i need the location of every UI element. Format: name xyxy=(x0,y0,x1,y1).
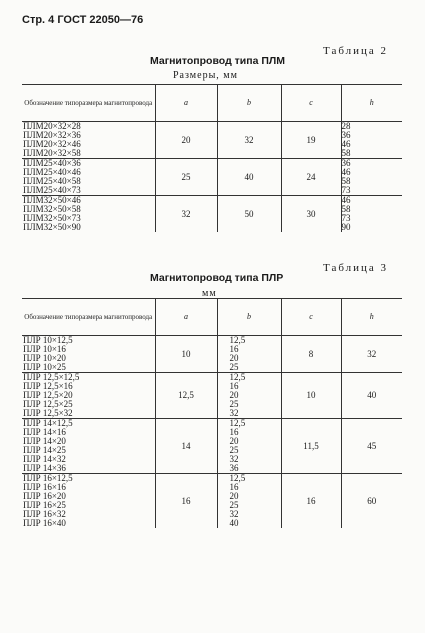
value-h: 28 xyxy=(341,121,351,131)
designation: ПЛР 10×25 xyxy=(23,362,66,372)
designation: ПЛМ25×40×36 xyxy=(23,158,81,168)
designation: ПЛР 14×25 xyxy=(23,445,66,455)
value-h: 46 xyxy=(341,195,351,205)
designation: ПЛР 14×32 xyxy=(23,454,66,464)
value-h: 36 xyxy=(341,130,351,140)
table2-row xyxy=(22,122,402,159)
designation: ПЛР 14×16 xyxy=(23,427,66,437)
value-a: 20 xyxy=(155,122,217,159)
value-a: 14 xyxy=(155,419,217,474)
table2-header-h: h xyxy=(341,85,402,122)
table3-header-designation: Обозначение типоразмера магнитопровода xyxy=(22,299,155,336)
designation: ПЛМ20×32×28 xyxy=(23,121,81,131)
designation: ПЛМ32×50×90 xyxy=(23,222,81,232)
value-a: 10 xyxy=(155,336,217,373)
designation: ПЛМ32×50×46 xyxy=(23,195,81,205)
value-h: 58 xyxy=(341,204,351,214)
table3-subtitle: мм xyxy=(202,288,217,299)
table3-row xyxy=(22,373,402,419)
table2-label: Таблица 2 xyxy=(323,45,389,57)
designation: ПЛР 12,5×32 xyxy=(23,408,73,418)
designation: ПЛР 14×12,5 xyxy=(23,418,73,428)
value-b: 32 xyxy=(229,408,239,418)
designation: ПЛМ20×32×58 xyxy=(23,148,81,158)
designation: ПЛР 16×20 xyxy=(23,491,66,501)
value-h: 90 xyxy=(341,222,351,232)
table3-title: Магнитопровод типа ПЛР xyxy=(150,272,284,284)
value-c: 30 xyxy=(281,196,341,233)
table3-row xyxy=(22,419,402,474)
table3 xyxy=(22,298,402,528)
value-a: 32 xyxy=(155,196,217,233)
designation-cell xyxy=(22,373,155,419)
table2-row xyxy=(22,159,402,196)
designation: ПЛР 12,5×12,5 xyxy=(23,372,80,382)
table2-header-c: c xyxy=(281,85,341,122)
table2-header-a: a xyxy=(155,85,217,122)
value-b: 20 xyxy=(229,390,239,400)
designation-cell xyxy=(22,159,155,196)
designation: ПЛМ20×32×36 xyxy=(23,130,81,140)
designation: ПЛМ32×50×58 xyxy=(23,204,81,214)
value-b-cell xyxy=(217,474,281,529)
value-b: 20 xyxy=(229,353,239,363)
value-b-cell xyxy=(217,373,281,419)
designation: ПЛР 10×16 xyxy=(23,344,66,354)
value-a: 12,5 xyxy=(155,373,217,419)
value-c: 16 xyxy=(281,474,341,529)
table3-header-b: b xyxy=(217,299,281,336)
value-b: 16 xyxy=(229,381,239,391)
designation-cell xyxy=(22,196,155,233)
designation: ПЛР 16×16 xyxy=(23,482,66,492)
designation: ПЛМ32×50×73 xyxy=(23,213,81,223)
value-c: 10 xyxy=(281,373,341,419)
value-b: 16 xyxy=(229,344,239,354)
table3-header-a: a xyxy=(155,299,217,336)
value-b: 32 xyxy=(229,509,239,519)
value-b: 25 xyxy=(229,445,239,455)
value-h: 40 xyxy=(341,373,402,419)
value-h: 73 xyxy=(341,185,351,195)
value-b: 20 xyxy=(229,436,239,446)
table2-subtitle: Размеры, мм xyxy=(173,70,238,81)
value-h: 60 xyxy=(341,474,402,529)
value-h-cell xyxy=(341,122,402,159)
value-b: 40 xyxy=(229,518,239,528)
value-b-cell xyxy=(217,336,281,373)
value-c: 24 xyxy=(281,159,341,196)
value-h: 58 xyxy=(341,148,351,158)
value-b: 12,5 xyxy=(229,418,246,428)
value-b: 25 xyxy=(229,362,239,372)
value-b: 32 xyxy=(229,454,239,464)
value-b: 12,5 xyxy=(229,473,246,483)
table3-label: Таблица 3 xyxy=(323,262,389,274)
value-h: 46 xyxy=(341,167,351,177)
value-b: 25 xyxy=(229,399,239,409)
table3-row xyxy=(22,474,402,529)
designation: ПЛР 16×25 xyxy=(23,500,66,510)
value-h: 73 xyxy=(341,213,351,223)
value-c: 11,5 xyxy=(281,419,341,474)
page-header: Стр. 4 ГОСТ 22050—76 xyxy=(22,14,144,26)
value-b: 50 xyxy=(217,196,281,233)
designation: ПЛР 16×12,5 xyxy=(23,473,73,483)
designation: ПЛР 12,5×25 xyxy=(23,399,73,409)
value-h: 46 xyxy=(341,139,351,149)
designation-cell xyxy=(22,474,155,529)
table2-title: Магнитопровод типа ПЛМ xyxy=(150,55,286,67)
value-b: 12,5 xyxy=(229,372,246,382)
designation: ПЛР 16×32 xyxy=(23,509,66,519)
designation: ПЛМ25×40×58 xyxy=(23,176,81,186)
value-h: 36 xyxy=(341,158,351,168)
value-b: 25 xyxy=(229,500,239,510)
table2-row xyxy=(22,196,402,233)
designation: ПЛМ20×32×46 xyxy=(23,139,81,149)
designation: ПЛР 10×20 xyxy=(23,353,66,363)
designation: ПЛР 14×20 xyxy=(23,436,66,446)
designation: ПЛР 12,5×16 xyxy=(23,381,73,391)
value-h-cell xyxy=(341,159,402,196)
designation: ПЛР 12,5×20 xyxy=(23,390,73,400)
value-b: 16 xyxy=(229,427,239,437)
table3-header-h: h xyxy=(341,299,402,336)
value-h: 32 xyxy=(341,336,402,373)
designation-cell xyxy=(22,336,155,373)
value-h: 58 xyxy=(341,176,351,186)
value-b: 32 xyxy=(217,122,281,159)
table3-row xyxy=(22,336,402,373)
table2-header-designation: Обозначение типоразмера магнитопровода xyxy=(22,85,155,122)
value-b: 16 xyxy=(229,482,239,492)
value-b: 20 xyxy=(229,491,239,501)
designation: ПЛМ25×40×46 xyxy=(23,167,81,177)
value-h-cell xyxy=(341,196,402,233)
value-c: 19 xyxy=(281,122,341,159)
designation: ПЛР 16×40 xyxy=(23,518,66,528)
value-c: 8 xyxy=(281,336,341,373)
table3-header-c: c xyxy=(281,299,341,336)
value-b: 36 xyxy=(229,463,239,473)
value-a: 16 xyxy=(155,474,217,529)
designation: ПЛМ25×40×73 xyxy=(23,185,81,195)
table2 xyxy=(22,84,402,232)
designation: ПЛР 14×36 xyxy=(23,463,66,473)
value-b: 40 xyxy=(217,159,281,196)
value-a: 25 xyxy=(155,159,217,196)
value-b-cell xyxy=(217,419,281,474)
table2-header-b: b xyxy=(217,85,281,122)
designation-cell xyxy=(22,419,155,474)
designation: ПЛР 10×12,5 xyxy=(23,335,73,345)
value-h: 45 xyxy=(341,419,402,474)
designation-cell xyxy=(22,122,155,159)
value-b: 12,5 xyxy=(229,335,246,345)
